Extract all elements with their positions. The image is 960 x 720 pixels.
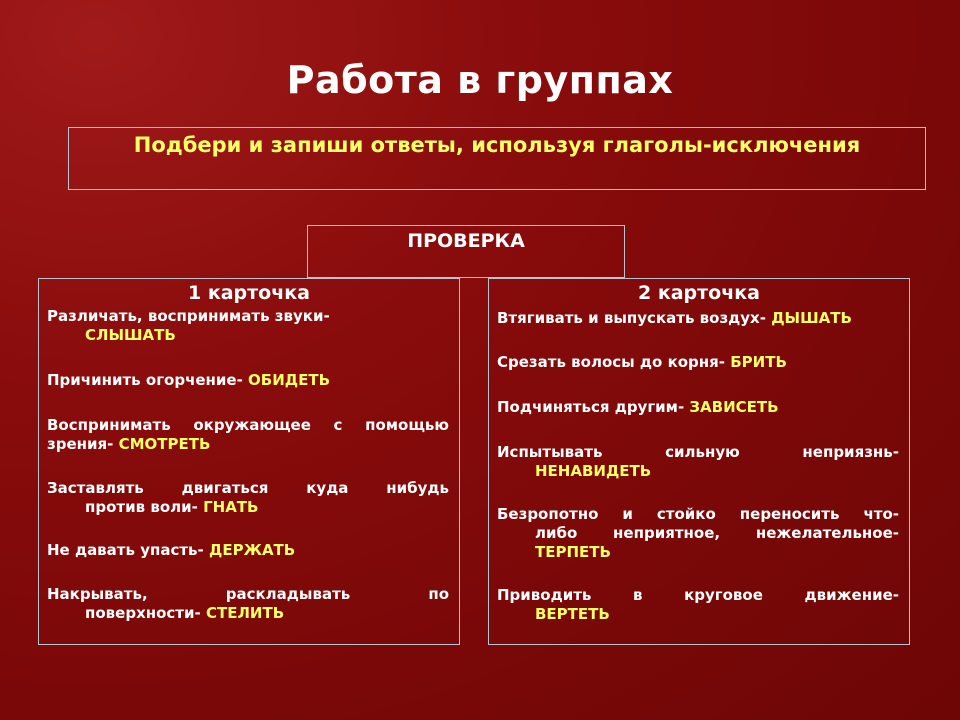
check-box: [307, 225, 625, 278]
card-1: [38, 278, 460, 645]
card-2-item-5: Безропотно и стойко переносить что- либо неприятное, нежелательное- ТЕРПЕТЬ: [497, 505, 899, 561]
card-1-item-1-def: Различать, воспринимать звуки-: [47, 307, 330, 325]
card-2-item-2-def: Срезать волосы до корня-: [497, 353, 731, 371]
card-1-item-1-answer: СЛЫШАТЬ: [85, 326, 176, 344]
card-2-item-3-def: Подчиняться другим-: [497, 398, 690, 416]
card-2-item-4: [497, 443, 899, 481]
card-2-item-2-answer: БРИТЬ: [730, 353, 787, 371]
card-2-item-6-answer: ВЕРТЕТЬ: [535, 605, 610, 623]
card-1-item-6-answer: СТЕЛИТЬ: [205, 604, 285, 622]
card-2-item-4-answer: НЕНАВИДЕТЬ: [535, 462, 652, 480]
card-1-item-5-def: Не давать упасть-: [47, 541, 209, 559]
card-2-item-4-def: Испытывать сильную неприязнь-: [497, 443, 899, 461]
check-label: ПРОВЕРКА: [407, 230, 525, 252]
card-1-item-1: [47, 307, 449, 345]
card-1-item-4: Заставлять двигаться куда нибудь против воли- ГНАТЬ: [47, 479, 449, 516]
card-1-item-2-def: Причинить огорчение-: [47, 371, 249, 389]
card-2: [488, 278, 910, 645]
card-1-item-3: [47, 416, 449, 454]
card-1-title: 1 карточка: [188, 282, 310, 304]
card-2-item-6-def: Приводить в круговое движение-: [497, 586, 899, 604]
card-1-item-2: [47, 371, 449, 390]
card-1-item-5-answer: ДЕРЖАТЬ: [208, 541, 296, 559]
card-2-item-3: [497, 398, 899, 417]
card-1-item-3-def: Воспринимать окружающее с помощью зрения-: [47, 416, 449, 453]
task-box: [68, 127, 926, 190]
slide-title: Работа в группах: [286, 58, 674, 102]
card-2-item-6: [497, 586, 899, 624]
card-2-item-5-answer: ТЕРПЕТЬ: [535, 543, 611, 561]
task-text: Подбери и запиши ответы, используя глаголы-исключения: [133, 133, 861, 157]
card-2-item-2: [497, 353, 899, 372]
card-2-title: 2 карточка: [638, 282, 760, 304]
card-1-item-5: [47, 541, 449, 560]
card-2-item-1: [497, 309, 899, 328]
card-2-item-3-answer: ЗАВИСЕТЬ: [689, 398, 779, 416]
card-2-item-1-def: Втягивать и выпускать воздух-: [497, 309, 772, 327]
card-1-item-4-answer: ГНАТЬ: [203, 498, 259, 516]
card-2-item-1-answer: ДЫШАТЬ: [771, 309, 852, 327]
card-1-item-6: Накрывать, раскладывать по поверхности- СТЕЛИТЬ: [47, 585, 449, 622]
card-1-item-3-answer: СМОТРЕТЬ: [118, 435, 211, 453]
card-1-item-2-answer: ОБИДЕТЬ: [248, 371, 331, 389]
